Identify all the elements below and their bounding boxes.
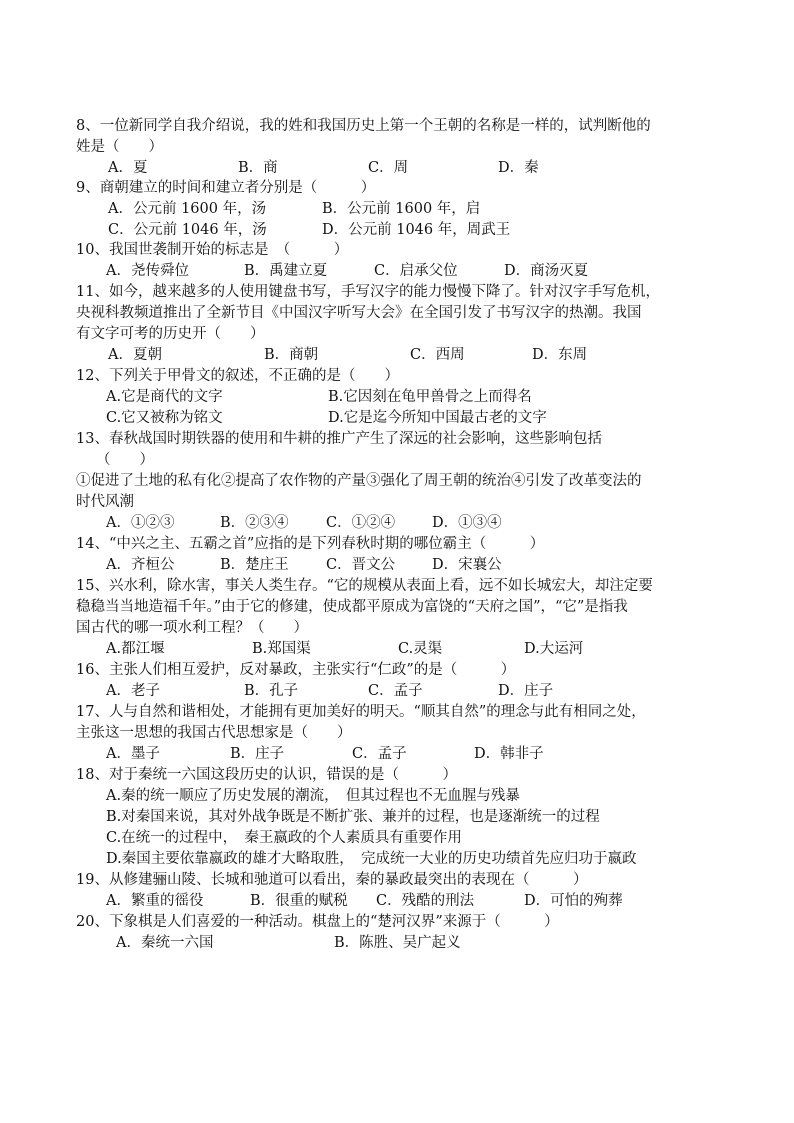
question-15-stem-line-1: 15、兴水利，除水害，事关人类生存。“它的规模从表面上看，远不如长城宏大，却注定要 [76, 578, 653, 594]
question-8-stem-line-2: 姓是（ ） [76, 139, 163, 155]
question-19-option-d: D．可怕的殉葬 [524, 893, 623, 909]
question-13-stem-line-3: ①促进了土地的私有化②提高了农作物的产量③强化了周王朝的统治④引发了改革变法的 [76, 473, 642, 489]
question-16-option-a: A．老子 [106, 683, 160, 699]
question-18-stem: 18、对于秦统一六国这段历史的认识，错误的是（ ） [76, 767, 457, 783]
question-11-stem-line-3: 有文字可考的历史开（ ） [76, 326, 265, 342]
question-20-stem: 20、下象棋是人们喜爱的一种活动。棋盘上的“楚河汉界”来源于（ ） [76, 914, 559, 930]
question-9-option-d: D．公元前 1046 年，周武王 [322, 222, 511, 238]
question-14-option-d: D．宋襄公 [432, 557, 502, 573]
question-15-option-c: C.灵渠 [398, 641, 443, 657]
question-18-option-b: B.对秦国来说，其对外战争既是不断扩张、兼并的过程，也是逐渐统一的过程 [106, 809, 600, 825]
question-12-stem: 12、下列关于甲骨文的叙述，不正确的是（ ） [76, 368, 399, 384]
question-11-stem-line-2: 央视科教频道推出了全新节目《中国汉字听写大会》在全国引发了书写汉字的热潮。我国 [76, 305, 642, 321]
question-18-option-a: A.秦的统一顺应了历史发展的潮流， 但其过程也不无血腥与残暴 [106, 788, 520, 804]
question-8-option-d: D．秦 [498, 160, 539, 176]
question-15-option-b: B.郑国渠 [252, 641, 311, 657]
question-18-option-c: C.在统一的过程中， 秦王嬴政的个人素质具有重要作用 [106, 830, 462, 846]
question-15-stem-line-3: 国古代的哪一项水利工程？（ ） [76, 620, 308, 636]
question-11-option-b: B．商朝 [264, 347, 319, 363]
question-16-option-c: C．孟子 [368, 683, 423, 699]
question-10-option-c: C．启承父位 [374, 263, 458, 279]
question-15-option-a: A.都江堰 [106, 641, 165, 657]
question-12-option-c: C.它又被称为铭文 [106, 410, 223, 426]
question-11-option-a: A．夏朝 [108, 347, 162, 363]
question-17-option-d: D．韩非子 [474, 746, 544, 762]
question-10-option-d: D．商汤灭夏 [504, 263, 589, 279]
question-10-option-a: A．尧传舜位 [106, 263, 189, 279]
question-11-stem-line-1: 11、如今，越来越多的人使用键盘书写，手写汉字的能力慢慢下降了。针对汉字手写危机， [76, 284, 660, 300]
question-16-stem: 16、主张人们相互爱护，反对暴政，主张实行“仁政”的是（ ） [76, 662, 516, 678]
question-11-option-d: D．东周 [532, 347, 588, 363]
question-14-option-c: C．晋文公 [326, 557, 396, 573]
question-17-option-c: C．孟子 [352, 746, 407, 762]
question-9-option-b: B．公元前 1600 年，启 [322, 201, 481, 217]
question-8-option-a: A．夏 [108, 160, 148, 176]
question-17-stem-line-1: 17、人与自然和谐相处，才能拥有更加美好的明天。“顺其自然”的理念与此有相同之处， [76, 704, 646, 720]
question-19-option-c: C．残酷的刑法 [376, 893, 475, 909]
question-8-stem-line-1: 8、一位新同学自我介绍说，我的姓和我国历史上第一个王朝的名称是一样的，试判断他的 [76, 118, 651, 134]
question-13-option-d: D．①③④ [432, 515, 502, 531]
question-14-option-a: A．齐桓公 [106, 557, 175, 573]
question-12-option-a: A.它是商代的文字 [106, 389, 223, 405]
question-19-option-b: B．很重的赋税 [250, 893, 348, 909]
question-15-option-d: D.大运河 [524, 641, 584, 657]
question-11-option-c: C．西周 [410, 347, 465, 363]
question-17-option-a: A．墨子 [106, 746, 160, 762]
question-14-option-b: B．楚庄王 [220, 557, 289, 573]
question-12-option-d: D.它是迄今所知中国最古老的文字 [328, 410, 547, 426]
question-20-option-a: A．秦统一六国 [116, 935, 214, 951]
question-13-stem-line-4: 时代风潮 [76, 494, 134, 510]
question-13-option-b: B．②③④ [220, 515, 289, 531]
question-8-option-c: C．周 [368, 160, 409, 176]
question-17-option-b: B．庄子 [230, 746, 285, 762]
question-19-stem: 19、从修建骊山陵、长城和驰道可以看出，秦的暴政最突出的表现在（ ） [76, 872, 588, 888]
question-19-option-a: A．繁重的徭役 [106, 893, 204, 909]
question-16-option-b: B．孔子 [244, 683, 299, 699]
question-10-option-b: B．禹建立夏 [244, 263, 328, 279]
question-12-option-b: B.它因刻在龟甲兽骨之上而得名 [328, 389, 532, 405]
question-9-option-c: C．公元前 1046 年，汤 [108, 222, 267, 238]
question-10-stem: 10、我国世袭制开始的标志是 （ ） [76, 242, 349, 258]
question-9-stem: 9、商朝建立的时间和建立者分别是（ ） [76, 180, 376, 196]
question-13-option-c: C．①②④ [326, 515, 396, 531]
question-13-stem-line-2: （ ） [96, 452, 154, 468]
question-13-stem-line-1: 13、春秋战国时期铁器的使用和牛耕的推广产生了深远的社会影响，这些影响包括 [76, 431, 602, 447]
question-13-option-a: A．①②③ [106, 515, 175, 531]
question-15-stem-line-2: 稳稳当当地造福千年。”由于它的修建，使成都平原成为富饶的“天府之国”，“它”是指我 [76, 599, 628, 615]
question-18-option-d: D.秦国主要依靠嬴政的雄才大略取胜， 完成统一大业的历史功绩首先应归功于嬴政 [106, 851, 637, 867]
question-17-stem-line-2: 主张这一思想的我国古代思想家是（ ） [76, 725, 352, 741]
question-8-option-b: B．商 [238, 160, 278, 176]
question-9-option-a: A．公元前 1600 年，汤 [108, 201, 267, 217]
question-16-option-d: D．庄子 [498, 683, 554, 699]
question-14-stem: 14、“中兴之主、五霸之首”应指的是下列春秋时期的哪位霸主（ ） [76, 536, 545, 552]
question-20-option-b: B．陈胜、吴广起义 [334, 935, 461, 951]
